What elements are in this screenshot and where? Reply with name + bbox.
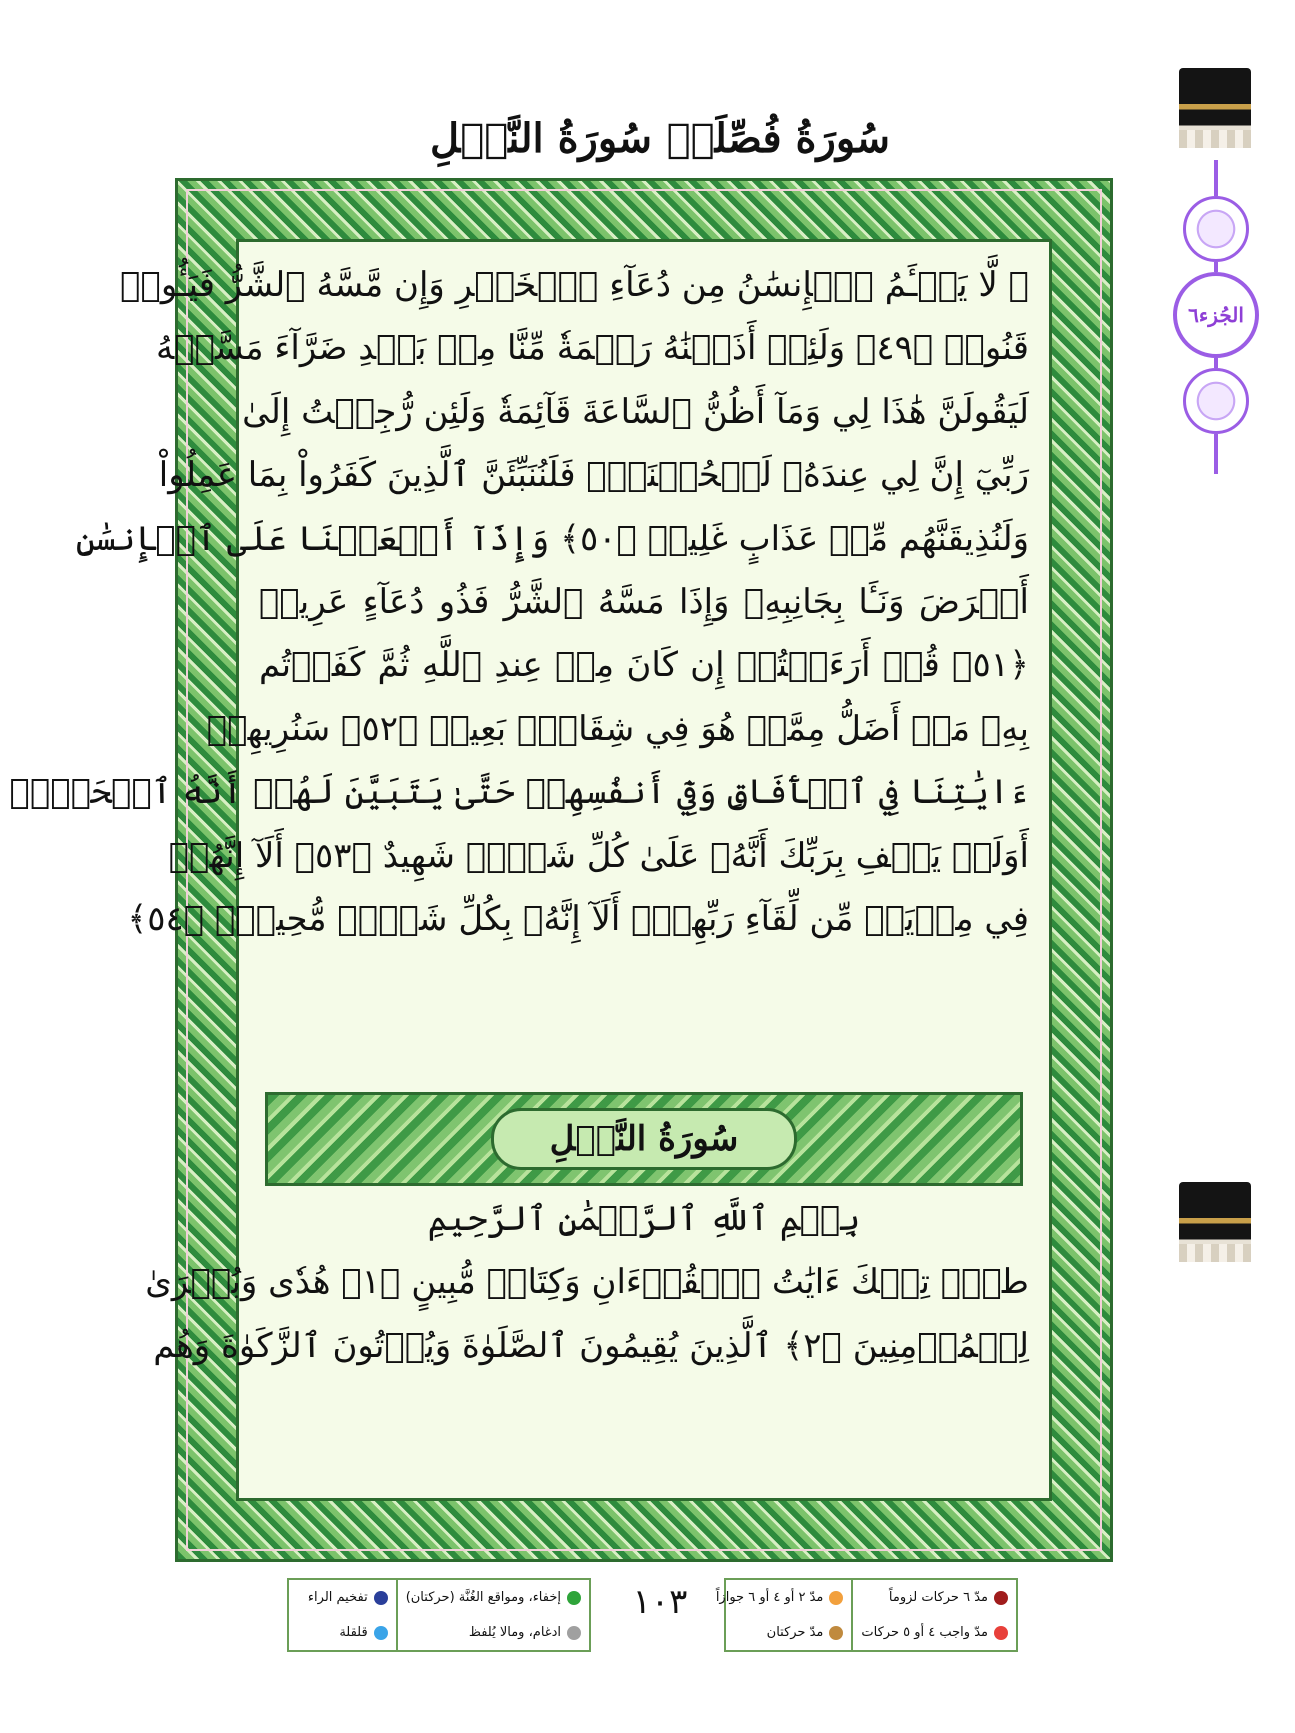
legend-text: مدّ ٢ أو ٤ أو ٦ جوازاً: [715, 1590, 824, 1605]
verse-line: لَيَقُولَنَّ هَٰذَا لِي وَمَآ أَظُنُّ ٱلسَّاعَةَ قَآئِمَةٗ وَلَئِن رُّجِعۡتُ إِلَىٰ: [242, 391, 1029, 432]
legend-text: قلقلة: [339, 1625, 368, 1640]
verse-line: أَعۡرَضَ وَنَـَٔا بِجَانِبِهِۦ وَإِذَا مَسَّهُ ٱلشَّرُّ فَذُو دُعَآءٍ عَرِيضٖ: [259, 581, 1029, 622]
color-dot-icon: [829, 1591, 843, 1605]
verse-line: بِهِۦ مَنۡ أَضَلُّ مِمَّنۡ هُوَ فِي شِقَاقِۭ بَعِيدٖ ﴿٥٢﴾ سَنُرِيهِمۡ: [206, 708, 1029, 749]
verse-line: ۞ لَّا يَسۡـَٔمُ ٱلۡإِنسَٰنُ مِن دُعَآءِ ٱلۡخَيۡرِ وَإِن مَّسَّهُ ٱلشَّرُّ فَيَـُٔوسٞ: [120, 265, 1029, 305]
color-dot-icon: [567, 1591, 581, 1605]
lower-verse-block: [145, 1188, 1029, 1378]
marker-stem: [1214, 358, 1218, 368]
verse-line: لِلۡمُؤۡمِنِينَ ﴿٢﴾ ٱلَّذِينَ يُقِيمُونَ ٱلصَّلَوٰةَ وَيُؤۡتُونَ ٱلزَّكَوٰةَ وَهُم: [153, 1325, 1029, 1366]
verse-line: طسٓۚ تِلۡكَ ءَايَٰتُ ٱلۡقُرۡءَانِ وَكِتَابٖ مُّبِينٍ ﴿١﴾ هُدٗى وَبُشۡرَىٰ: [145, 1262, 1029, 1303]
legend-item: [716, 1625, 844, 1640]
kaaba-icon: [1179, 1182, 1251, 1262]
surah-headers: [430, 108, 890, 168]
tajweed-legend-left: [287, 1578, 591, 1652]
legend-column: [300, 1580, 398, 1650]
marker-stem: [1214, 262, 1218, 272]
color-dot-icon: [994, 1626, 1008, 1640]
surah-name-right: سُورَةُ فُصِّلَتۡ: [666, 114, 890, 162]
legend-item: [406, 1590, 581, 1605]
color-dot-icon: [829, 1626, 843, 1640]
color-dot-icon: [994, 1591, 1008, 1605]
verse-line: رَبِّيٓ إِنَّ لِي عِندَهُۥ لَلۡحُسۡنَىٰۚ فَلَنُنَبِّئَنَّ ٱلَّذِينَ كَفَرُواْ بِمَا عَمِلُواْ: [158, 455, 1029, 496]
verse-line: ءَايَٰتِنَا فِي ٱلۡأٓفَاقِ وَفِيٓ أَنفُسِهِمۡ حَتَّىٰ يَتَبَيَّنَ لَهُمۡ أَنَّهُ ٱلۡحَقُّۗ: [9, 772, 1029, 813]
text-area: [9, 239, 1052, 1501]
bismillah: بِسۡمِ ٱللَّهِ ٱلرَّحۡمَٰنِ ٱلرَّحِيمِ: [427, 1199, 861, 1239]
kaaba-icon: [1179, 68, 1251, 148]
verse-block: [9, 254, 1029, 951]
legend-text: مدّ ٦ حركات لزوماً: [888, 1590, 988, 1605]
ornament-icon: [1183, 368, 1249, 434]
color-dot-icon: [374, 1591, 388, 1605]
legend-item: [861, 1625, 1008, 1640]
legend-text: مدّ واجب ٤ أو ٥ حركات: [861, 1625, 988, 1640]
surah-banner: [265, 1092, 1023, 1186]
color-dot-icon: [374, 1626, 388, 1640]
page-number: ١٠٣: [632, 1582, 688, 1622]
verse-line: وَلَنُذِيقَنَّهُم مِّنۡ عَذَابٍ غَلِيظٖ ﴿٥٠﴾ وَإِذَآ أَنۡعَمۡنَا عَلَى ٱلۡإِنسَٰنِ: [75, 518, 1029, 559]
legend-column: [398, 1580, 589, 1650]
marker-stem: [1214, 160, 1218, 196]
ornament-icon: [1183, 196, 1249, 262]
legend-item: [308, 1625, 388, 1640]
page-frame: [9, 178, 1113, 1562]
tajweed-legend-right: [715, 1578, 1018, 1652]
legend-item: [406, 1625, 581, 1640]
legend-text: ادغام، ومالا يُلفظ: [468, 1625, 561, 1640]
marker-stem: [1214, 434, 1218, 474]
verse-line: فِي مِرۡيَةٖ مِّن لِّقَآءِ رَبِّهِمۡۗ أَلَآ إِنَّهُۥ بِكُلِّ شَيۡءٖ مُّحِيطُۢ ﴿٥٤﴾: [127, 898, 1029, 939]
verse-line: أَوَلَمۡ يَكۡفِ بِرَبِّكَ أَنَّهُۥ عَلَىٰ كُلِّ شَيۡءٖ شَهِيدٌ ﴿٥٣﴾ أَلَآ إِنَّهُمۡ: [168, 835, 1029, 876]
legend-item: [716, 1590, 844, 1605]
legend-text: إخفاء، ومواقع الغُنَّة (حركتان): [405, 1590, 561, 1605]
color-dot-icon: [567, 1626, 581, 1640]
surah-banner-title: سُورَةُ النَّمۡلِ: [491, 1108, 797, 1170]
surah-name-left: سُورَةُ النَّمۡلِ: [430, 114, 653, 162]
legend-text: تفخيم الراء: [307, 1590, 368, 1605]
juz-label: الجُزء٦: [1173, 272, 1259, 358]
verse-line: ﴿٥١﴾ قُلۡ أَرَءَيۡتُمۡ إِن كَانَ مِنۡ عِندِ ٱللَّهِ ثُمَّ كَفَرۡتُم: [259, 645, 1029, 686]
legend-text: مدّ حركتان: [766, 1625, 824, 1640]
juz-marker: [1177, 160, 1255, 520]
legend-item: [308, 1590, 388, 1605]
legend-item: [861, 1590, 1008, 1605]
legend-column: [853, 1580, 1016, 1650]
verse-line: قَنُوطٞ ﴿٤٩﴾ وَلَئِنۡ أَذَقۡنَٰهُ رَحۡمَةٗ مِّنَّا مِنۢ بَعۡدِ ضَرَّآءَ مَسَّتۡهُ: [156, 328, 1029, 369]
legend-column: [708, 1580, 854, 1650]
